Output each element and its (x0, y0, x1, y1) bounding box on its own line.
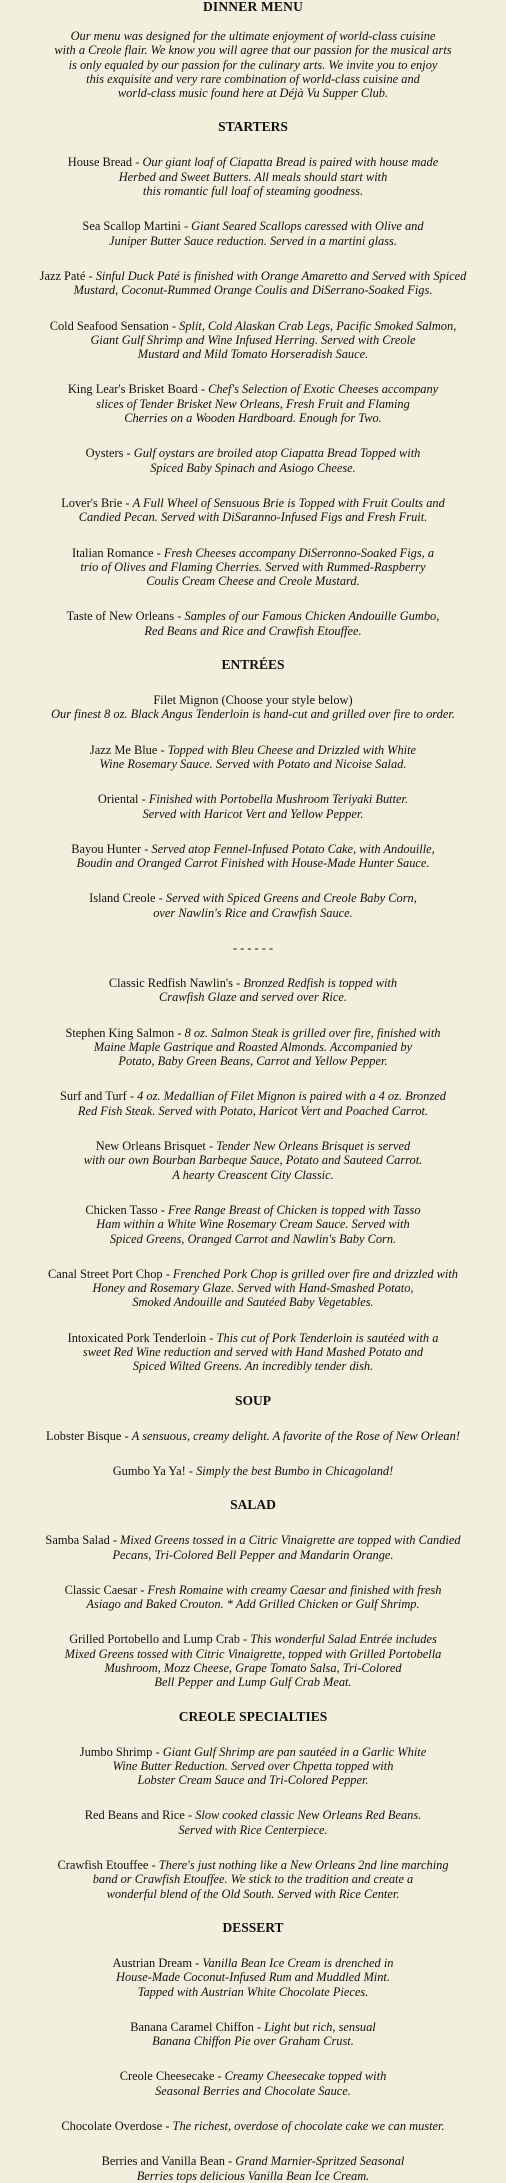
menu-item-description: Wine Rosemary Sauce. Served with Potato and Nicoise Salad. (99, 756, 407, 771)
menu-item (6, 1203, 500, 1246)
menu-item-description: Lobster Cream Sauce and Tri-Colored Pepper. (137, 1773, 369, 1788)
menu-item-description: Our giant loaf of Ciapatta Bread is paired with house made (142, 155, 439, 170)
menu-item-description: Wine Butter Reduction. Served over Chpetta topped with (112, 1758, 394, 1773)
menu-item-description: Mushroom, Mozz Cheese, Grape Tomato Salsa, Tri-Colored (104, 1661, 402, 1675)
menu-section (0, 1394, 506, 1479)
menu-item-description: A sensuous, creamy delight. A favorite of the Rose of New Orlean! (131, 1428, 460, 1443)
menu-item-description: Finished with Portobella Mushroom Teriyaki Butter. (148, 792, 409, 807)
menu-section (0, 120, 506, 638)
menu-item (6, 743, 500, 772)
menu-item-description: Smoked Andouille and Sautéed Baby Vegetables. (132, 1295, 374, 1310)
menu-item-separator: - (137, 1582, 148, 1597)
menu-item-separator: - (253, 2019, 265, 2034)
menu-item-name: Jazz Me Blue (89, 742, 158, 757)
section-title: CREOLE SPECIALTIES (178, 1708, 328, 1724)
menu-item-description: Berries tops delicious Vanilla Bean Ice Cream. (136, 2168, 370, 2183)
menu-item (6, 1583, 500, 1612)
menu-item-description: Light but rich, sensual (264, 2019, 376, 2034)
menu-item-separator: - (224, 2154, 236, 2169)
menu-item-description: Sinful Duck Paté is finished with Orange Amaretto and Served with Spiced (95, 268, 467, 283)
menu-item-name: Jumbo Shrimp (79, 1744, 153, 1759)
menu-item-name: Bayou Hunter (71, 841, 142, 856)
intro-line: world-class music found here at Déjà Vu Supper Club. (117, 86, 389, 101)
menu-item-separator: - (155, 891, 166, 906)
menu-item-description: A Full Wheel of Sensuous Brie is Topped with Fruit Coults and (132, 495, 445, 510)
menu-item (6, 1429, 500, 1443)
menu-item-name: Lobster Bisque (46, 1428, 122, 1443)
menu-item-description: Giant Seared Scallops caressed with Olive and (191, 219, 424, 234)
menu-item-name: Lover's Brie (61, 495, 123, 510)
menu-item-description: over Nawlin's Rice and Crawfish Sauce. (153, 905, 353, 920)
menu-item-name: Taste of New Orleans (66, 609, 175, 624)
menu-item (6, 2154, 500, 2183)
menu-item-description: There's just nothing like a New Orleans 2nd line marching (158, 1858, 449, 1873)
menu-item-description: Giant Gulf Shrimp are pan sautéed in a Garlic White (162, 1744, 427, 1759)
menu-item-description: 8 oz. Salmon Steak is grilled over fire, finished with (184, 1025, 441, 1040)
menu-item-description: Fresh Cheeses accompany DiSerronno-Soaked Figs, a (163, 545, 435, 560)
menu-item-name: King Lear's Brisket Board (67, 382, 198, 397)
menu-item (6, 1632, 500, 1689)
menu-item-description: Split, Cold Alaskan Crab Legs, Pacific Smoked Salmon, (179, 318, 457, 333)
menu-item-description: Pecans, Tri-Colored Bell Pepper and Mandarin Orange. (112, 1547, 394, 1562)
menu-item-name: Jazz Paté (39, 268, 86, 283)
menu-item (6, 976, 500, 1005)
menu-item-description: Maine Maple Gastrique and Roasted Almonds. Accompanied by (93, 1039, 413, 1054)
menu-item (6, 1745, 500, 1788)
menu-item-description: Giant Gulf Shrimp and Wine Infused Herring. Served with Creole (90, 332, 416, 347)
section-title: SOUP (234, 1392, 271, 1408)
menu-item-separator: - (126, 1089, 138, 1104)
menu-item (6, 269, 500, 298)
menu-item-name: Berries and Vanilla Bean (101, 2154, 225, 2169)
menu-item-description: sweet Red Wine reduction and served with Hand Mashed Potato and (82, 1345, 424, 1360)
menu-item-description: Spiced Wilted Greens. An incredibly tender dish. (132, 1359, 374, 1374)
menu-item-description: A hearty Creascent City Classic. (172, 1167, 334, 1182)
menu-item-description: Grand Marnier-Spritzed Seasonal (235, 2154, 405, 2169)
intro-line: with a Creole flair. We know you will agree that our passion for the musical arts (54, 43, 452, 58)
menu-section (0, 658, 506, 1374)
menu-item-separator: - (162, 2119, 173, 2134)
menu-item-name: Creole Cheesecake (119, 2069, 215, 2084)
menu-item-description: trio of Olives and Flaming Cherries. Served with Rummed-Raspberry (80, 559, 426, 574)
menu-item-description: Seasonal Berries and Chocolate Sauce. (155, 2083, 351, 2098)
menu-item-name: Grilled Portobello and Lump Crab (69, 1632, 240, 1647)
menu-item-description: Boudin and Oranged Carrot Finished with House-Made Hunter Sauce. (76, 856, 430, 871)
menu-item-description: Bell Pepper and Lump Gulf Crab Meat. (154, 1675, 352, 1690)
menu-item-description: Mustard, Coconut-Rummed Orange Coulis and DiSerrano-Soaked Figs. (73, 283, 433, 298)
menu-item-name: Crawfish Etouffee (57, 1858, 149, 1873)
menu-item-description: Served atop Fennel-Infused Potato Cake, with Andouille, (151, 841, 435, 856)
menu-item-separator: - (138, 792, 149, 807)
menu-item-description: with our own Bourban Barbeque Sauce, Potato and Sauteed Carrot. (83, 1153, 423, 1168)
menu-item-separator: - (123, 446, 134, 461)
menu-item-description: Mixed Greens tossed in a Citric Vinaigrette are topped with Candied (120, 1533, 461, 1548)
menu-item-separator: - (157, 1202, 168, 1217)
menu-item (6, 155, 500, 198)
menu-item (6, 2020, 500, 2049)
menu-item-separator: - (205, 1139, 217, 1154)
menu-item-name: Classic Redfish Nawlin's (108, 975, 233, 990)
menu-lead-item (6, 693, 500, 722)
menu-item-description: Topped with Bleu Cheese and Drizzled with White (167, 742, 417, 757)
menu-item-name: Stephen King Salmon (65, 1025, 175, 1040)
menu-item-description: Ham within a White Wine Rosemary Cream Sauce. Served with (96, 1217, 410, 1232)
menu-item-description: Red Beans and Rice and Crawfish Etouffee. (144, 623, 362, 638)
menu-item (6, 1139, 500, 1182)
intro-line: this exquisite and very rare combination of world-class cuisine and (86, 71, 420, 86)
menu-item-description: band or Crawfish Etouffee. We stick to the tradition and create a (92, 1872, 414, 1887)
menu-section (0, 1498, 506, 1689)
menu-section (0, 1710, 506, 1901)
menu-item-name: Chicken Tasso (85, 1202, 158, 1217)
menu-item-description: Coulis Cream Cheese and Creole Mustard. (146, 574, 360, 589)
menu-item-name: Filet Mignon (Choose your style below) (153, 693, 353, 708)
menu-item-separator: - (184, 1808, 196, 1823)
menu-item (6, 2119, 500, 2133)
menu-item-separator: - (162, 1266, 173, 1281)
menu-item-description: Fresh Romaine with creamy Caesar and finished with fresh (147, 1582, 442, 1597)
menu-item-description: this romantic full loaf of steaming goodness. (142, 184, 364, 199)
menu-item-separator: - (185, 1463, 197, 1478)
menu-item-description: Honey and Rosemary Glaze. Served with Hand-Smashed Potato, (92, 1281, 414, 1296)
menu-item-description: Herbed and Sweet Butters. All meals should start with (118, 169, 388, 184)
menu-item-description: Served with Rice Centerpiece. (178, 1822, 328, 1837)
menu-item-name: Samba Salad (45, 1533, 110, 1548)
menu-item-separator: - (85, 268, 96, 283)
menu-item (6, 609, 500, 638)
menu-item-name: Oriental (97, 792, 139, 807)
menu-item (6, 1026, 500, 1069)
menu-item-description: Candied Pecan. Served with DiSaranno-Infused Figs and Fresh Fruit. (78, 510, 428, 525)
menu-item-description: Tapped with Austrian White Chocolate Pieces. (137, 1984, 369, 1999)
menu-item-description: Slow cooked classic New Orleans Red Beans. (195, 1808, 422, 1823)
menu-item-description: Frenched Pork Chop is grilled over fire and drizzled with (172, 1266, 458, 1281)
menu-item (6, 382, 500, 425)
menu-item-description: Tender New Orleans Brisquet is served (216, 1139, 411, 1154)
menu-item-name: Classic Caesar (64, 1582, 138, 1597)
menu-item-name: Oysters (85, 446, 124, 461)
menu-item-description: This cut of Pork Tenderloin is sautéed with a (216, 1330, 439, 1345)
menu-item-name: Island Creole (89, 891, 156, 906)
menu-item-description: Banana Chiffon Pie over Graham Crust. (152, 2034, 354, 2049)
section-title: DESSERT (222, 1919, 284, 1935)
menu-item-description: Simply the best Bumbo in Chicagoland! (196, 1463, 394, 1478)
menu-item-description: Juniper Butter Sauce reduction. Served in a martini glass. (109, 233, 397, 248)
menu-item (6, 496, 500, 525)
page-title: DINNER MENU (202, 0, 304, 14)
menu-item-description: Red Fish Steak. Served with Potato, Haricot Vert and Poached Carrot. (77, 1103, 429, 1118)
menu-item-description: Crawfish Glaze and served over Rice. (159, 990, 347, 1005)
menu-item (6, 2069, 500, 2098)
menu-sections (0, 120, 506, 2182)
menu-item-separator: - (132, 155, 143, 170)
menu-item-description: Mixed Greens tossed with Citric Vinaigrette, topped with Grilled Portobella (64, 1646, 442, 1661)
menu-item-name: Cold Seafood Sensation (49, 318, 169, 333)
section-title: ENTRÉES (221, 657, 285, 673)
menu-item-description: Creamy Cheesecake topped with (224, 2069, 387, 2084)
menu-item-name: House Bread (67, 155, 133, 170)
menu-item-description: Potato, Baby Green Beans, Carrot and Yellow Pepper. (118, 1054, 388, 1069)
menu-item-separator: - (153, 545, 164, 560)
menu-item-separator: - (214, 2069, 225, 2084)
intro-line: Our menu was designed for the ultimate enjoyment of world-class cuisine (70, 29, 436, 43)
menu-item (6, 1267, 500, 1310)
menu-item-description: Gulf oystars are broiled atop Ciapatta Bread Topped with (133, 446, 421, 461)
menu-item-description: Cherries on a Wooden Hardboard. Enough for Two. (124, 411, 382, 426)
menu-item-description: Bronzed Redfish is topped with (243, 975, 398, 990)
menu-item-description: Spiced Baby Spinach and Asiogo Cheese. (150, 460, 356, 475)
menu-item-separator: - (239, 1632, 251, 1647)
menu-item-description: Free Range Breast of Chicken is topped with Tasso (167, 1202, 421, 1217)
menu-item-description: Asiago and Baked Crouton. * Add Grilled Chicken or Gulf Shrimp. (86, 1597, 420, 1612)
menu-item-separator: - (180, 219, 192, 234)
menu-item (6, 446, 500, 475)
menu-item-separator: - (109, 1533, 121, 1548)
menu-item-name: Canal Street Port Chop (47, 1266, 163, 1281)
menu-section (0, 1921, 506, 2183)
intro-line: is only equaled by our passion for the culinary arts. We invite you to enjoy (68, 57, 438, 72)
menu-item-description: The richest, overdose of chocolate cake we can muster. (172, 2119, 445, 2134)
intro-paragraph (10, 29, 496, 100)
menu-item (6, 1533, 500, 1562)
menu-item-description: Mustard and Mild Tomato Horseradish Sauce. (137, 347, 369, 362)
section-title: SALAD (230, 1497, 276, 1513)
menu-item-name: Gumbo Ya Ya! (112, 1463, 186, 1478)
menu-item (6, 1089, 500, 1118)
menu-item-description: Spiced Greens, Oranged Carrot and Nawlin's Baby Corn. (109, 1231, 397, 1246)
menu-item-separator: - (197, 382, 209, 397)
menu-item-separator: - (122, 495, 133, 510)
menu-item-description: House-Made Coconut-Infused Rum and Muddled Mint. (116, 1970, 390, 1985)
menu-item-description: Samples of our Famous Chicken Andouille Gumbo, (184, 609, 440, 624)
menu-item (6, 842, 500, 871)
menu-item-separator: - (174, 1025, 185, 1040)
menu-item-separator: - (141, 841, 152, 856)
menu-item (6, 1331, 500, 1374)
menu-item-name: Chocolate Overdose (61, 2119, 163, 2134)
menu-item-name: Sea Scallop Martini (82, 219, 181, 234)
menu-item-description: Chef's Selection of Exotic Cheeses accompany (208, 382, 439, 397)
menu-item (6, 1464, 500, 1478)
menu-item-name: Banana Caramel Chiffon (130, 2019, 254, 2034)
menu-item-separator: - (233, 975, 244, 990)
menu-item-separator: - (168, 318, 180, 333)
menu-item-description: Served with Haricot Vert and Yellow Pepper. (142, 806, 364, 821)
menu-item-description: wonderful blend of the Old South. Served with Rice Center. (106, 1886, 400, 1901)
menu-item (6, 792, 500, 821)
menu-item-separator: - (206, 1330, 217, 1345)
section-divider: - - - - - - (232, 940, 274, 955)
menu-item-name: Red Beans and Rice (84, 1808, 185, 1823)
menu-item (6, 1808, 500, 1837)
menu-item-separator: - (121, 1428, 132, 1443)
menu-item-name: Italian Romance (71, 545, 154, 560)
menu-item (6, 546, 500, 589)
menu-item-description: slices of Tender Brisket New Orleans, Fresh Fruit and Flaming (96, 396, 410, 411)
menu-item-separator: - (148, 1858, 159, 1873)
menu-item (6, 1956, 500, 1999)
menu-item-separator: - (152, 1744, 163, 1759)
menu-item (6, 319, 500, 362)
menu-item (6, 1858, 500, 1901)
menu-item-separator: - (174, 609, 185, 624)
menu-item (6, 891, 500, 920)
menu-item-description: This wonderful Salad Entrée includes (250, 1632, 437, 1647)
menu-item-description: Vanilla Bean Ice Cream is drenched in (202, 1955, 394, 1970)
menu-item (6, 219, 500, 248)
section-title: STARTERS (218, 119, 288, 135)
menu-item-separator: - (157, 742, 168, 757)
menu-item-description: Served with Spiced Greens and Creole Baby Corn, (165, 891, 417, 906)
menu-item-name: Austrian Dream (112, 1955, 193, 1970)
menu-item-description: 4 oz. Medallian of Filet Mignon is paired with a 4 oz. Bronzed (137, 1089, 446, 1104)
menu-item-description: Our finest 8 oz. Black Angus Tenderloin is hand-cut and grilled over fire to order. (51, 707, 455, 722)
menu-item-name: Intoxicated Pork Tenderloin (67, 1330, 207, 1345)
menu-item-name: Surf and Turf (60, 1089, 127, 1104)
menu-item-name: New Orleans Brisquet (95, 1139, 206, 1154)
menu-item-separator: - (192, 1955, 203, 1970)
